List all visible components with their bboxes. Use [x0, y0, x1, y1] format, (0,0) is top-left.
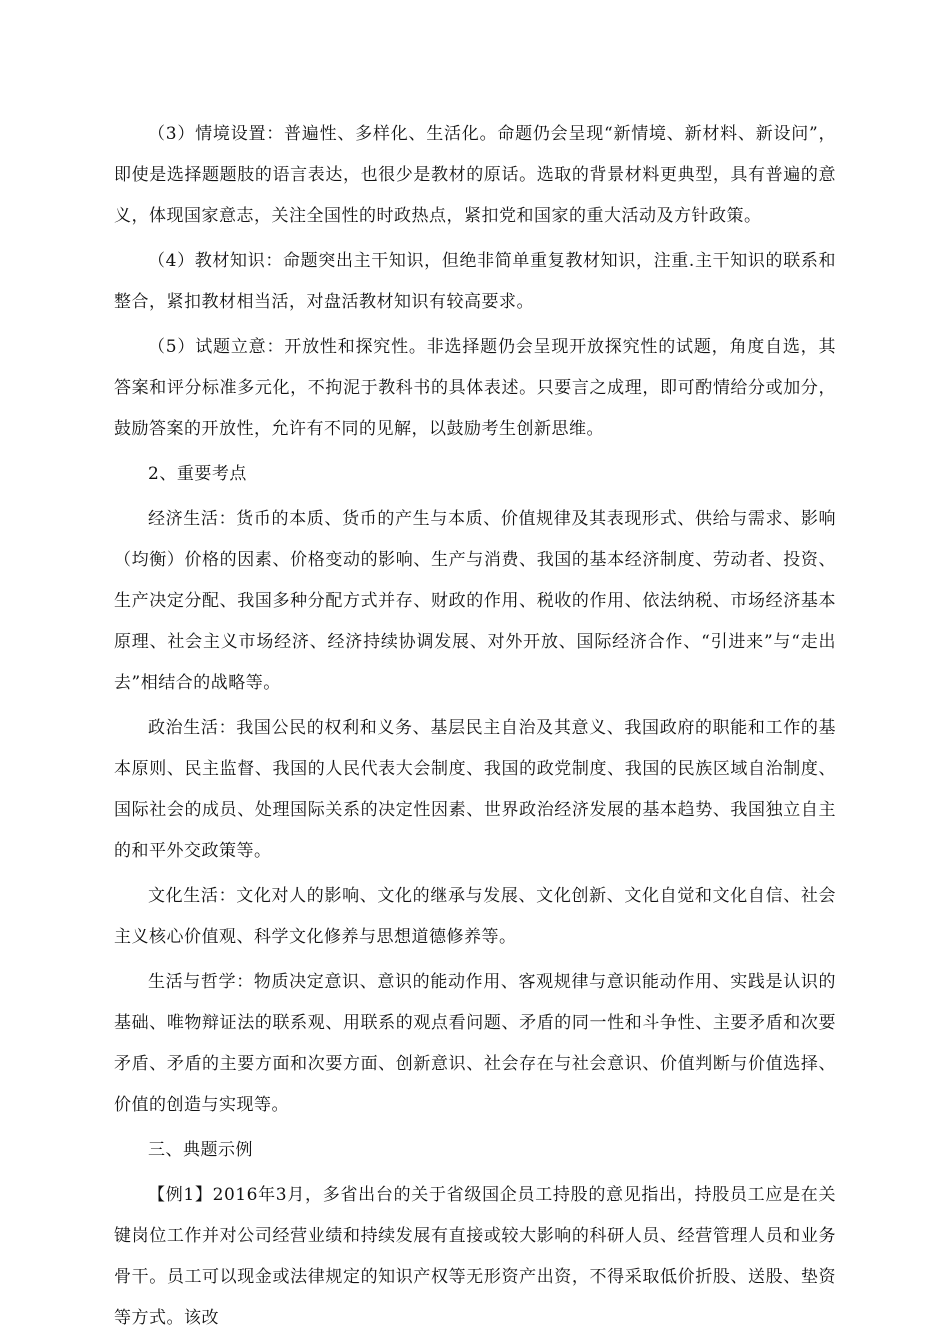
paragraph-economic-life: 经济生活：货币的本质、货币的产生与本质、价值规律及其表现形式、供给与需求、影响（均衡）价格的因素、价格变动的影响、生产与消费、我国的基本经济制度、劳动者、投资、生产决定分配、我国多种分配方式并存、财政的作用、税收的作用、依法纳税、市场经济基本原理、社会主义市场经济、经济持续协调发展、对外开放、国际经济合作、“引进来”与“走出去”相结合的战略等。 — [114, 509, 836, 693]
paragraph-example-1: 【例1】2016年3月，多省出台的关于省级国企员工持股的意见指出，持股员工应是在关键岗位工作并对公司经营业绩和持续发展有直接或较大影响的科研人员、经营管理人员和业务骨干。员工可以现金或法律规定的知识产权等无形资产出资，不得采取低价折股、送股、垫资等方式。该改 — [114, 1185, 836, 1328]
paragraph-textbook-knowledge: （4）教材知识：命题突出主干知识，但绝非简单重复教材知识，注重.主干知识的联系和整合，紧扣教材相当活，对盘活教材知识有较高要求。 — [114, 251, 836, 312]
paragraph-cultural-life: 文化生活：文化对人的影响、文化的继承与发展、文化创新、文化自觉和文化自信、社会主义核心价值观、科学文化修养与思想道德修养等。 — [114, 886, 836, 947]
section-heading-examples: 三、典题示例 — [148, 1140, 253, 1160]
document-body — [114, 114, 836, 1343]
paragraph-question-intent: （5）试题立意：开放性和探究性。非选择题仍会呈现开放探究性的试题，角度自选，其答案和评分标准多元化，不拘泥于教科书的具体表述。只要言之成理，即可酌情给分或加分，鼓励答案的开放性，允许有不同的见解，以鼓励考生创新思维。 — [114, 337, 836, 439]
paragraph-philosophy: 生活与哲学：物质决定意识、意识的能动作用、客观规律与意识能动作用、实践是认识的基础、唯物辩证法的联系观、用联系的观点看问题、矛盾的同一性和斗争性、主要矛盾和次要矛盾、矛盾的主要方面和次要方面、创新意识、社会存在与社会意识、价值判断与价值选择、价值的创造与实现等。 — [114, 972, 836, 1115]
paragraph-political-life: 政治生活：我国公民的权利和义务、基层民主自治及其意义、我国政府的职能和工作的基本原则、民主监督、我国的人民代表大会制度、我国的政党制度、我国的民族区域自治制度、国际社会的成员、处理国际关系的决定性因素、世界政治经济发展的基本趋势、我国独立自主的和平外交政策等。 — [114, 718, 836, 861]
paragraph-context-setting: （3）情境设置：普遍性、多样化、生活化。命题仍会呈现“新情境、新材料、新设问”，即使是选择题题肢的语言表达，也很少是教材的原话。选取的背景材料更典型，具有普遍的意义，体现国家意志，关注全国性的时政热点，紧扣党和国家的重大活动及方针政策。 — [114, 124, 836, 226]
section-heading-key-points: 2、重要考点 — [148, 464, 247, 484]
